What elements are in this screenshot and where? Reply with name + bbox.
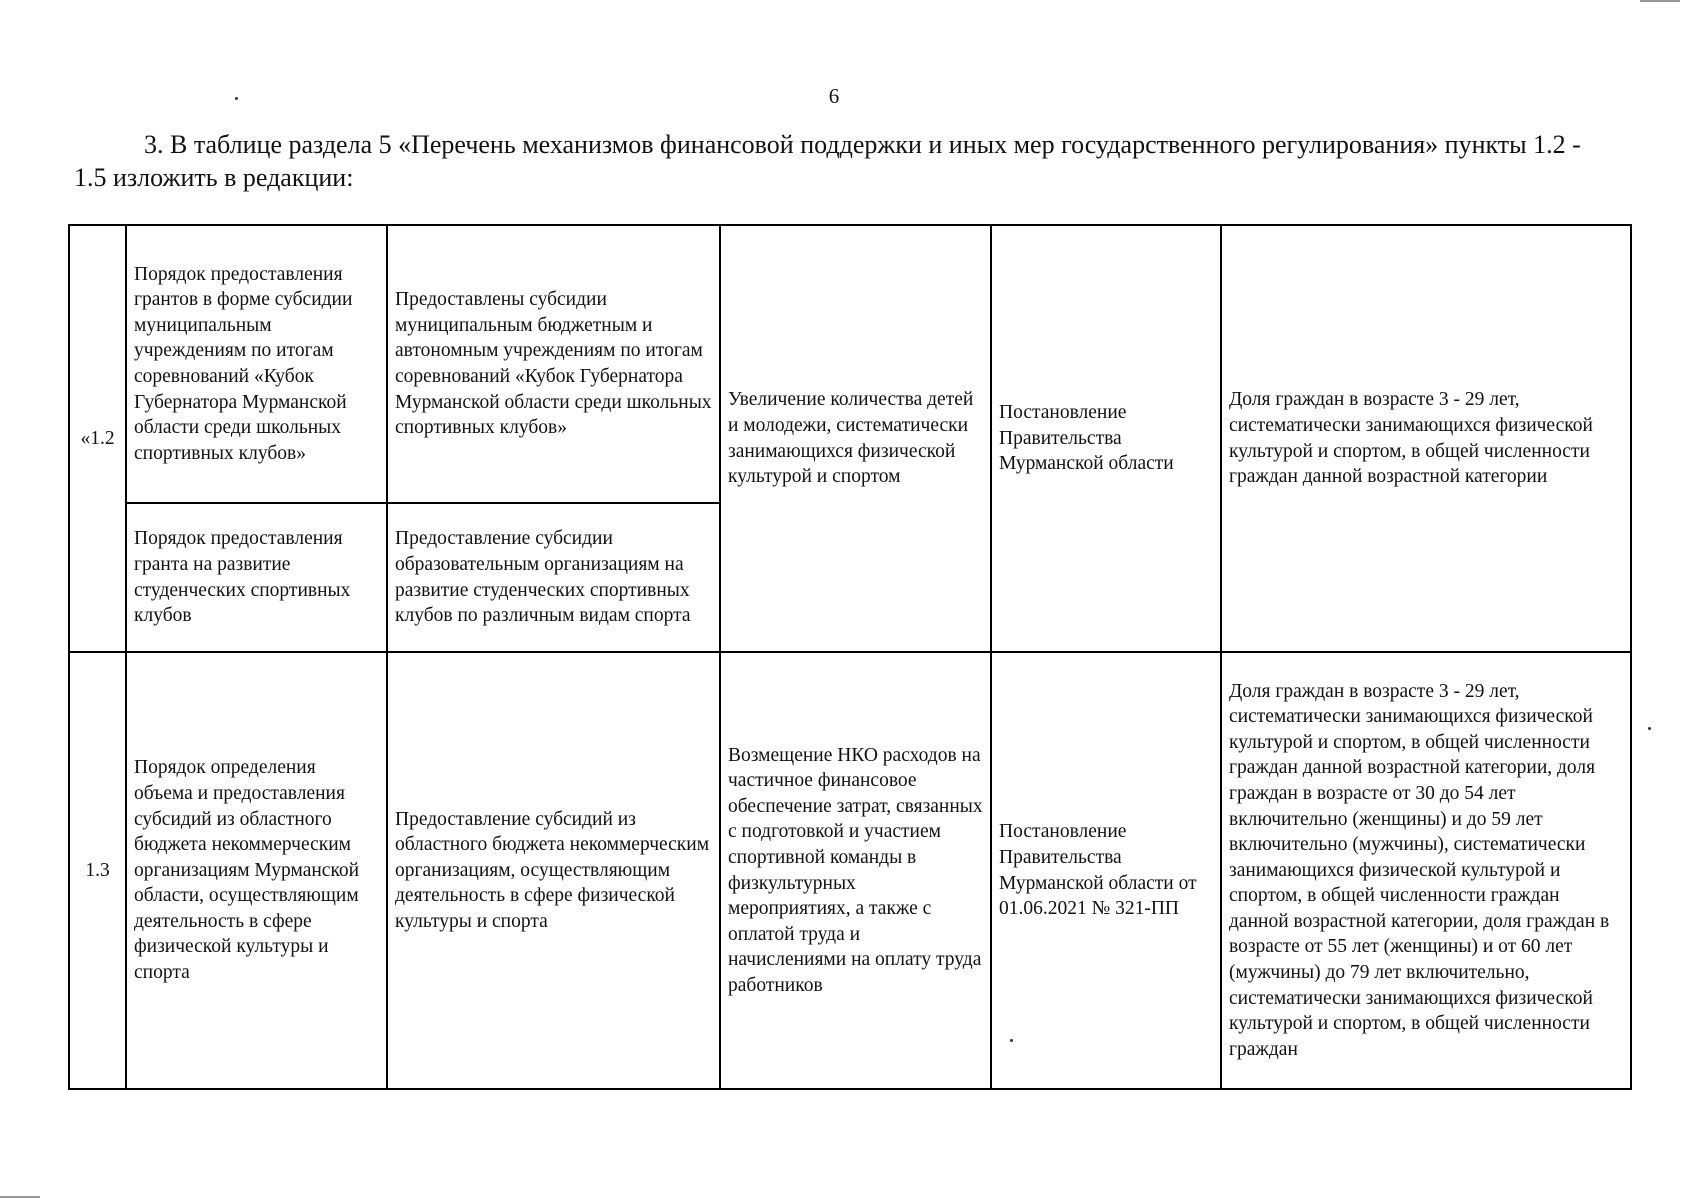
mechanism-cell: Предоставление субсидии образовательным организациям на развитие студенческих спортивных клубов по различным видам спорта [387, 503, 720, 652]
legal-act-cell: Постановление Правительства Мурманской области от 01.06.2021 № 321-ПП [991, 652, 1221, 1089]
procedure-cell: Порядок предоставления гранта на развитие студенческих спортивных клубов [126, 503, 387, 652]
item-number: 1.3 [69, 652, 126, 1089]
result-cell: Возмещение НКО расходов на частичное финансовое обеспечение затрат, связанных с подготовкой и участием спортивной команды в физкультурных мероприятиях, а также с оплатой труда и начислениями на оплату труда работников [720, 652, 991, 1089]
item-number: «1.2 [69, 225, 126, 652]
table-row [69, 652, 1631, 1089]
scan-mark [1640, 0, 1680, 2]
measures-table [68, 224, 1632, 1090]
scan-mark [0, 1196, 40, 1198]
mechanism-cell: Предоставлены субсидии муниципальным бюджетным и автономным учреждениям по итогам соревнований «Кубок Губернатора Мурманской области среди школьных спортивных клубов» [387, 225, 720, 503]
indicator-cell: Доля граждан в возрасте 3 - 29 лет, систематически занимающихся физической культурой и спортом, в общей численности граждан данной возрастной категории [1221, 225, 1631, 652]
result-cell: Увеличение количества детей и молодежи, систематически занимающихся физической культурой и спортом [720, 225, 991, 652]
table-row [69, 225, 1631, 503]
scan-dot [1010, 1039, 1013, 1042]
procedure-cell: Порядок предоставления грантов в форме субсидии муниципальным учреждениям по итогам соревнований «Кубок Губернатора Мурманской области среди школьных спортивных клубов» [126, 225, 387, 503]
mechanism-cell: Предоставление субсидий из областного бюджета некоммерческим организациям, осуществляющим деятельность в сфере физической культуры и спорта [387, 652, 720, 1089]
scan-dot [1648, 727, 1651, 730]
page-number: 6 [828, 84, 840, 108]
amendment-intro: 3. В таблице раздела 5 «Перечень механизмов финансовой поддержки и иных мер государственного регулирования» пункты 1.2 - 1.5 изложить в редакции: [74, 130, 1581, 192]
legal-act-cell: Постановление Правительства Мурманской области [991, 225, 1221, 652]
procedure-cell: Порядок определения объема и предоставления субсидий из областного бюджета некоммерческим организациям Мурманской области, осуществляющим деятельность в сфере физической культуры и спорта [126, 652, 387, 1089]
indicator-cell: Доля граждан в возрасте 3 - 29 лет, систематически занимающихся физической культурой и спортом, в общей численности граждан данной возрастной категории, доля граждан в возрасте от 30 до 54 лет включительно (женщины) и до 59 лет включительно (мужчины), систематически занимающихся физической культурой и спортом, в общей численности граждан данной возрастной категории, доля граждан в возрасте от 55 лет (женщины) и от 60 лет (мужчины) до 79 лет включительно, систематически занимающихся физической культурой и спортом, в общей численности граждан [1221, 652, 1631, 1089]
scan-dot [235, 97, 238, 100]
